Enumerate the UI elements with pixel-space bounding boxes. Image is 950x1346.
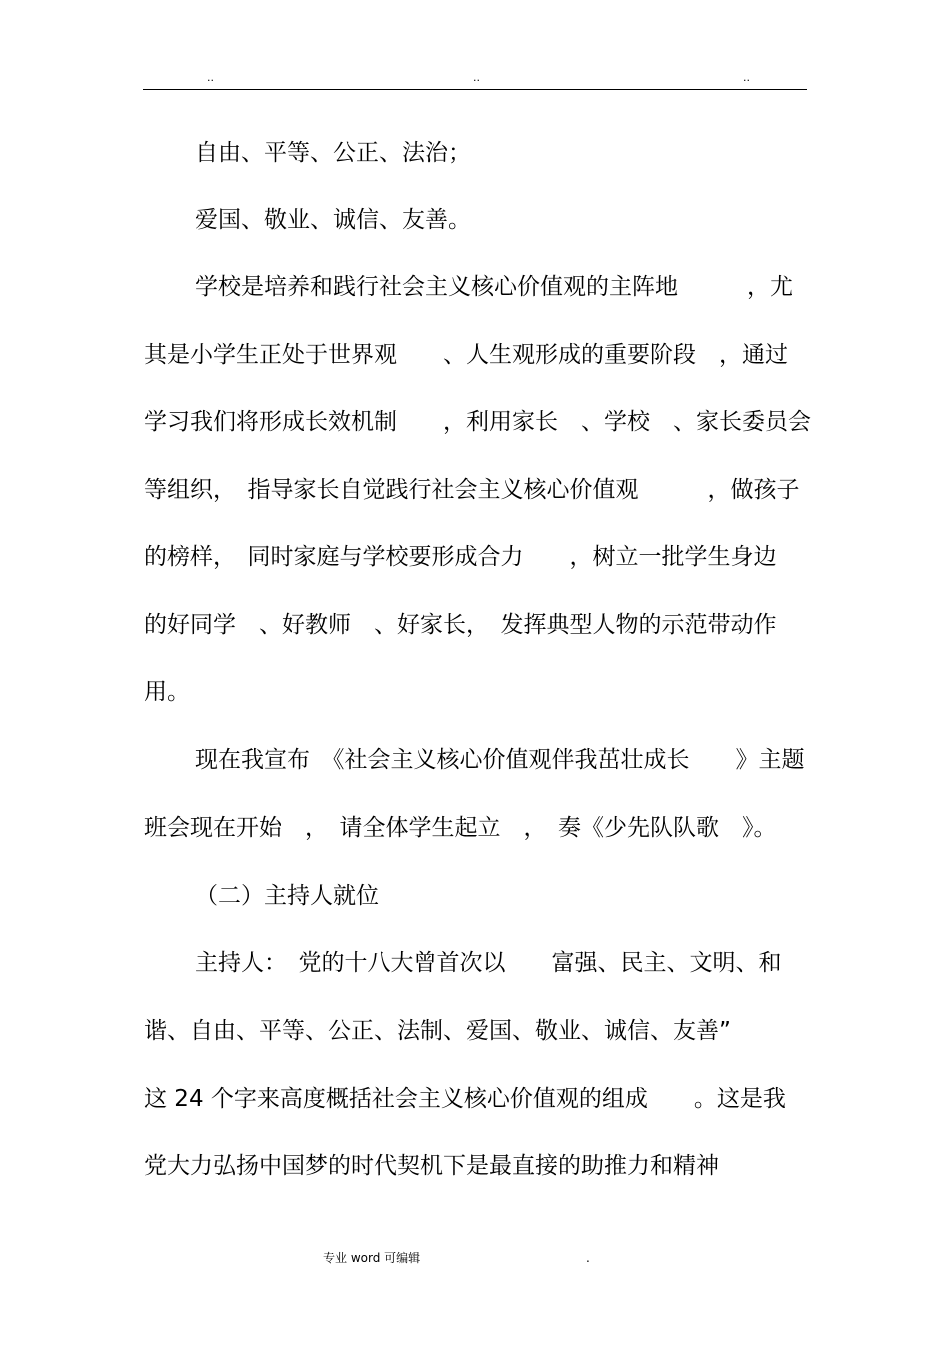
- header-mark-right: ..: [743, 71, 750, 84]
- footer-label: 专业 word 可编辑: [323, 1251, 421, 1265]
- text-line-1: 自由、平等、公正、法治；: [195, 140, 471, 166]
- text-line-16: 党大力弘扬中国梦的时代契机下是最直接的助推力和精神: [144, 1153, 719, 1179]
- text-line-8: 的好同学 、好教师 、好家长， 发挥典型人物的示范带动作: [144, 612, 777, 638]
- text-line-5: 学习我们将形成长效机制 ，利用家长 、学校 、家长委员会: [144, 409, 811, 435]
- text-line-10: 现在我宣布 《社会主义核心价值观伴我茁壮成长 》主题: [195, 747, 805, 773]
- text-line-14: 谐、自由、平等、公正、法制、爱国、敬业、诚信、友善”: [144, 1018, 731, 1044]
- text-line-7: 的榜样， 同时家庭与学校要形成合力 ，树立一批学生身边: [144, 544, 777, 570]
- section-heading: （二）主持人就位: [195, 883, 379, 909]
- text-line-9: 用。: [144, 679, 190, 705]
- text-line-4: 其是小学生正处于世界观 、人生观形成的重要阶段 ，通过: [144, 342, 788, 368]
- text-line-15: 这 24 个字来高度概括社会主义核心价值观的组成 。这是我: [144, 1086, 786, 1112]
- header-mark-left: ..: [207, 71, 214, 84]
- text-line-13: 主持人： 党的十八大曾首次以 富强、民主、文明、和: [195, 950, 782, 976]
- text-line-3: 学校是培养和践行社会主义核心价值观的主阵地 ，尤: [195, 274, 793, 300]
- header-mark-center: ..: [473, 71, 480, 84]
- footer-mark: .: [586, 1251, 590, 1265]
- header-divider: [143, 89, 807, 90]
- text-line-11: 班会现在开始 ， 请全体学生起立 ， 奏《少先队队歌 》。: [144, 815, 777, 841]
- text-line-2: 爱国、敬业、诚信、友善。: [195, 207, 471, 233]
- text-line-6: 等组织， 指导家长自觉践行社会主义核心价值观 ，做孩子: [144, 477, 800, 503]
